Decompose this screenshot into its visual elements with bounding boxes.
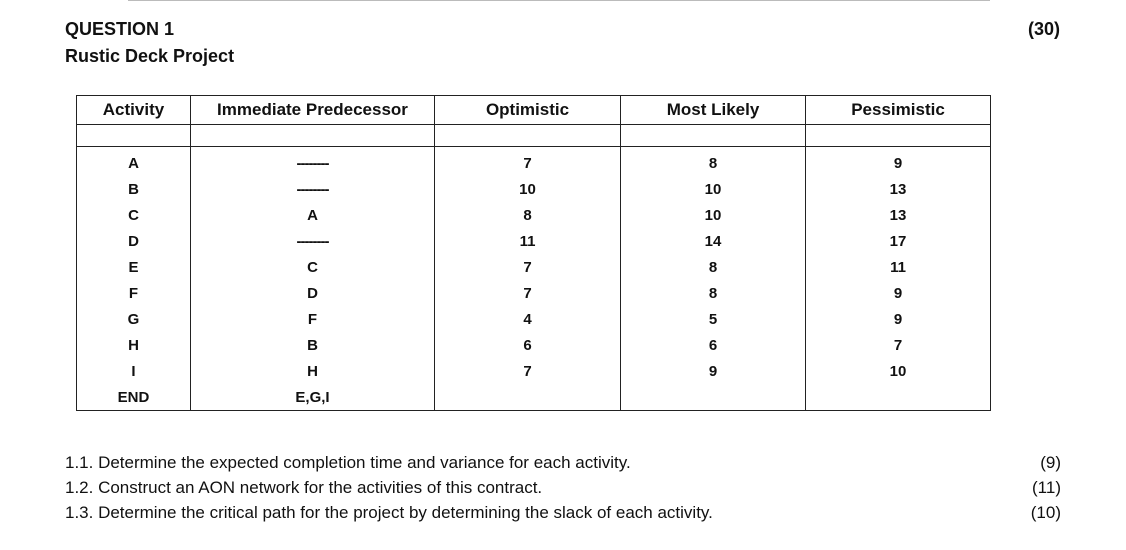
cell-pessimistic: 7	[806, 332, 991, 358]
cell-pessimistic: 13	[806, 176, 991, 202]
cell-most-likely: 14	[621, 228, 806, 254]
top-rule	[128, 0, 990, 1]
task-marks: (10)	[1030, 503, 1061, 522]
task-text: 1.1. Determine the expected completion time and variance for each activity.	[65, 453, 631, 472]
task-item	[65, 475, 1065, 500]
cell-predecessor: C	[191, 254, 435, 280]
cell-activity: E	[77, 254, 191, 280]
cell-activity: D	[77, 228, 191, 254]
cell-activity: H	[77, 332, 191, 358]
header-most-likely: Most Likely	[621, 96, 806, 125]
cell-optimistic: 7	[435, 358, 621, 384]
task-text: 1.3. Determine the critical path for the project by determining the slack of each activity.	[65, 503, 713, 522]
header-pessimistic: Pessimistic	[806, 96, 991, 125]
cell-predecessor: B	[191, 332, 435, 358]
cell-optimistic: 10	[435, 176, 621, 202]
spacer-cell	[191, 125, 435, 147]
cell-pessimistic	[806, 384, 991, 411]
cell-activity: I	[77, 358, 191, 384]
cell-activity: G	[77, 306, 191, 332]
cell-most-likely: 8	[621, 147, 806, 177]
task-marks: (11)	[1032, 478, 1061, 497]
question-title: QUESTION 1	[65, 19, 175, 39]
table-row	[77, 254, 991, 280]
cell-optimistic: 7	[435, 280, 621, 306]
table-row	[77, 202, 991, 228]
cell-pessimistic: 9	[806, 280, 991, 306]
cell-predecessor: --------	[191, 147, 435, 177]
task-text: 1.2. Construct an AON network for the activities of this contract.	[65, 478, 543, 497]
task-item	[65, 500, 1065, 525]
cell-optimistic	[435, 384, 621, 411]
table-row	[77, 228, 991, 254]
cell-optimistic: 7	[435, 147, 621, 177]
cell-predecessor: F	[191, 306, 435, 332]
cell-most-likely: 10	[621, 202, 806, 228]
cell-activity: B	[77, 176, 191, 202]
cell-optimistic: 8	[435, 202, 621, 228]
cell-predecessor: H	[191, 358, 435, 384]
cell-most-likely: 8	[621, 280, 806, 306]
cell-optimistic: 6	[435, 332, 621, 358]
cell-predecessor: E,G,I	[191, 384, 435, 411]
question-marks: (30)	[1027, 19, 1060, 39]
table-row	[77, 332, 991, 358]
spacer-cell	[435, 125, 621, 147]
cell-predecessor: D	[191, 280, 435, 306]
cell-predecessor: A	[191, 202, 435, 228]
cell-activity: F	[77, 280, 191, 306]
task-list	[65, 450, 1065, 525]
task-item	[65, 450, 1065, 475]
cell-pessimistic: 9	[806, 306, 991, 332]
cell-activity: A	[77, 147, 191, 177]
cell-optimistic: 11	[435, 228, 621, 254]
cell-pessimistic: 10	[806, 358, 991, 384]
cell-most-likely: 6	[621, 332, 806, 358]
cell-activity: C	[77, 202, 191, 228]
task-marks: (9)	[1040, 453, 1061, 472]
cell-optimistic: 7	[435, 254, 621, 280]
table-header-row	[77, 96, 991, 125]
spacer-cell	[806, 125, 991, 147]
header-activity: Activity	[77, 96, 191, 125]
cell-predecessor: --------	[191, 228, 435, 254]
question-subtitle: Rustic Deck Project	[65, 46, 235, 66]
cell-most-likely: 9	[621, 358, 806, 384]
table-row	[77, 176, 991, 202]
cell-pessimistic: 13	[806, 202, 991, 228]
cell-optimistic: 4	[435, 306, 621, 332]
cell-most-likely	[621, 384, 806, 411]
cell-most-likely: 10	[621, 176, 806, 202]
table-row	[77, 358, 991, 384]
cell-pessimistic: 9	[806, 147, 991, 177]
cell-pessimistic: 11	[806, 254, 991, 280]
header-optimistic: Optimistic	[435, 96, 621, 125]
cell-most-likely: 8	[621, 254, 806, 280]
spacer-cell	[77, 125, 191, 147]
cell-predecessor: --------	[191, 176, 435, 202]
table-spacer-row	[77, 125, 991, 147]
activity-table	[76, 95, 991, 411]
table-row	[77, 306, 991, 332]
cell-pessimistic: 17	[806, 228, 991, 254]
table-row	[77, 147, 991, 177]
cell-most-likely: 5	[621, 306, 806, 332]
header-predecessor: Immediate Predecessor	[191, 96, 435, 125]
cell-activity: END	[77, 384, 191, 411]
spacer-cell	[621, 125, 806, 147]
table-row	[77, 280, 991, 306]
table-row	[77, 384, 991, 411]
